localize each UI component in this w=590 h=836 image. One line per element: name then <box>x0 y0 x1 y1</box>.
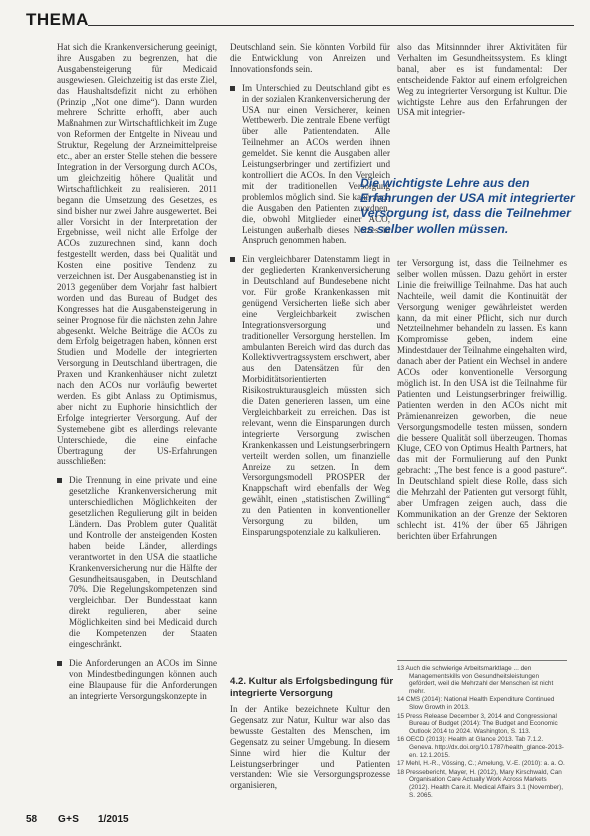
journal-name: G+S <box>58 814 80 825</box>
header-rule <box>88 25 574 26</box>
text-column-left <box>57 42 217 812</box>
section-title: THEMA <box>26 10 89 29</box>
bullet-paragraph: Die Anforderungen an ACOs im Sinne von Mindestbedingungen können auch eine Blaupause für die Anforderungen an integrierte Versorgungskonzepte in <box>57 658 217 702</box>
text-after-heading <box>230 704 390 814</box>
page-number: 58 <box>26 814 38 825</box>
bullet-paragraph: Die Trennung in eine private und eine gesetzliche Krankenversicherung mit unterschiedlichen Möglichkeiten der gesetzlichen Regulierung gilt in beiden Ländern. Das Problem guter Qualität und Kontrolle der ansteigenden Kosten haben beide Länder, allerdings verantwortet in den USA die staatliche Krankenversicherung nur die Hälfte der Gesundheitsausgaben, in Deutschland 70%. Die Regelungskompetenzen sind vergleichbar. Der Bundesstaat kann direkt regulieren, aber seine Möglichkeiten sind bei Medicaid durch die Kompetenzen der Staaten eingeschränkt. <box>57 475 217 650</box>
bullet-paragraph: Im Unterschied zu Deutschland gibt es in der sozialen Krankenversicherung der USA nur einen Versicherer, keinen Wettbewerb. Die zentrale Ebene verfügt über alle Patientendaten. Alle Teilnehmer an ACOs werden ihnen gemeldet. Sie kennt die Ausgaben aller Leistungserbringer und zertifiziert und kontrolliert die ACOs. In den Vergleich mit der traditionellen Versorgung problemlos möglich sind. Sie kann auch die Ausgaben den Patienten zuordnen, die, obwohl Mitglieder einer ACO, Leistungen außerhalb dieses Netzes in Anspruch genommen haben. <box>230 83 390 247</box>
bullet-paragraph: Ein vergleichbarer Datenstamm liegt in der gegliederten Krankenversicherung in Deutschland auf Bundesebene nicht vor. Für große Krankenkassen mit genügend Versicherten ließe sich aber eine Vergleichbarkeit zwischen Integrationsversorgung und traditioneller Versorgung herstellen. Im ambulanten Bereich wird das durch das Kollektivvertragssystem erschwert, aber aus den Datensätzen für den Morbiditätsorientierten Risikostrukturausgleich müssten sich die Daten generieren lassen, um eine Vergleichbarkeit zu erreichen. Das ist relevant, wenn die Einsparungen durch integrierte Versorgung zwischen Krankenkassen und Leistungserbringern verteilt werden sollen, um finanzielle Anreize zu setzen. In dem Versorgungsmodell PROSPER der Knappschaft wird ebenfalls der Weg gewählt, einen „statistischen Zwilling“ zu den Patienten in konventioneller Versorgung zu bilden, um Einsparungspotenziale zu kalkulieren. <box>230 254 390 538</box>
footnote: 14 CMS (2014): National Health Expenditure Continued Slow Growth in 2013. <box>397 696 555 711</box>
body-paragraph: ter Versorgung ist, dass die Teilnehmer es selber wollen müssen. Dazu gehört in erster Linie die freiwillige Teilnahme. Das hat auch Nachteile, weil damit die Kontinuität der Versorgung weniger gewährleistet werden kann, da mit einer Pflicht, sich nur durch Netzteilnehmer behandeln zu lassen. Es kann Kompromisse geben, indem eine Mindestdauer der Teilnahme eingehalten wird, danach aber der Patient ein Wechsel in andere ACOs oder konventionelle Versorgung möglich ist. In den USA ist die Teilnahme für Patienten und Leistungserbringer freiwillig. Patienten werden in den ACOs nicht mit Prämienanreizen geworben, die neue Versorgungsmodelle testen müssen, sondern die bessere Qualität soll überzeugen. Thomas Kluge, CEO von Optimus Health Partners, hat das mit der Formulierung auf den Punkt gebracht: „The best fence is a good pasture“. In Deutschland spielt diese Rolle, dass sich die Mehrzahl der Patienten gut versorgt fühlt, aber Umfragen zeigen auch, dass die Kommunikation an der Grenze der Sektoren schlecht ist. 41% der über 65 Jährigen berichten über Erfahrungen <box>397 258 567 541</box>
body-paragraph: also das Mitsinnnder ihrer Aktivitäten für Verhalten im Gesundheitssystem. Es klingt banal, aber es ist fundamental: Der entscheidende Faktor auf einem erfolgreichen Weg zu integrierter Versorgung ist Kultur. Die wichtigste Lehre aus den Erfahrungen der USA mit integrier- <box>397 42 567 118</box>
page-header <box>26 8 574 34</box>
footnote: 16 OECD (2013): Health at Glance 2013. Tab 7.1.2. Geneva. http://dx.doi.org/10.1787/health_glance-2013-en. 12.1.2015. <box>397 736 564 759</box>
text-column-right-bottom <box>397 258 567 618</box>
body-paragraph: In der Antike bezeichnete Kultur den Gegensatz zur Natur, Kultur war also das bewusste Gestalten des Menschen, im Gegensatz zu seiner Umgebung. In diesem Sinne wird hier die Kultur der Leistungserbringer und Patienten verstanden: Wie sie Versorgungsprozesse organisieren, <box>230 704 390 791</box>
text-column-right-top <box>397 42 567 172</box>
body-paragraph: Hat sich die Krankenversicherung geeinigt, ihre Ausgaben zu begrenzen, hat die Ausgabensteigerung für Medicaid ausgewiesen. Gleichzeitig ist das erste Ziel, das Haushaltsdefizit nicht zu erhöhen (Prinzip „Not one dime“). Dann wurden mehrere Schritte erhofft, aber auch Maßnahmen zur Wirtschaftlichkeit im Zuge von Reformen der Entgelte in Niveau und Struktur, Regelung der Arzneimittelpreise etc., aber an erster Stelle stehen die bessere Integration in der Versorgung durch ACOs, um gleichzeitig höhere Qualität und Wirtschaftlichkeit zu realisieren. 2011 begann die Umsetzung des Gesetzes, es sind bisher nur zwei Jahre ausgewertet. Bei aller Vorsicht in der Interpretation der Ergebnisse, weil nicht alle Erfolge der ACOs zuzurechnen sind, kann doch festgestellt werden, dass bei Qualität und Kosten eine positive Tendenz zu verzeichnen ist. Der Ausgabenanstieg ist in 2013 gegenüber dem Vorjahr fast halbiert worden und das Bureau of Budget des Kongresses hat die Ausgabensteigerung in seiner Prognose für die nächsten zehn Jahre abgesenkt. Welche Beiträge die ACOs zu dem Erfolg beigetragen haben, können erst Studien und Modelle der integrierten Versorgung in Deutschland übertragen, die Praxen und Krankenhäuser nicht zuletzt nach den ACOs nur vorläufig bewertet werden. Es gibt Anlass zu Optimismus, aber nicht zu Euphorie hinsichtlich der Erfolge integrierter Versorgung. Auf der Systemebene gibt es allerdings relevante Unterschiede, die eine einfache Übertragung der US-Erfahrungen ausschließen: <box>57 42 217 467</box>
footnote: 15 Press Release December 3, 2014 and Congressional Bureau of Budget (2014): The Budget and Economic Outlook 2014 to 2024. Washington, S. 113. <box>397 712 558 735</box>
footnote: 18 Pressebericht, Mayer, H. (2012), Mary Kirschwald, Can Organisation Care Actually Work Across Markets (2012). Health Care.it. Medical Affairs 3.1 (November), S. 2065. <box>397 768 564 799</box>
issue-number: 1/2015 <box>98 814 129 825</box>
pull-quote: Die wichtigste Lehre aus den Erfahrungen der USA mit integrierter Versorgung ist, dass die Teilnehmer es selber wollen müssen. <box>360 176 575 236</box>
footnote: 13 Auch die schwierige Arbeitsmarktlage ... den Managementskills von Gesundheitsleistungen gefördert, weil die Mehrzahl der Menschen ist nicht mehr. <box>397 665 554 695</box>
body-paragraph: Deutschland sein. Sie könnten Vorbild für die Entwicklung von Anreizen und Innovationsfonds sein. <box>230 42 390 74</box>
footnotes <box>397 660 567 800</box>
footnote: 17 Mehl, H.-R., Vössing, C.; Amelung, V.-E. (2010): a. a. O. <box>397 760 565 768</box>
section-heading: 4.2. Kultur als Erfolgsbedingung für integrierte Versorgung <box>230 676 394 699</box>
page-footer <box>26 814 574 828</box>
